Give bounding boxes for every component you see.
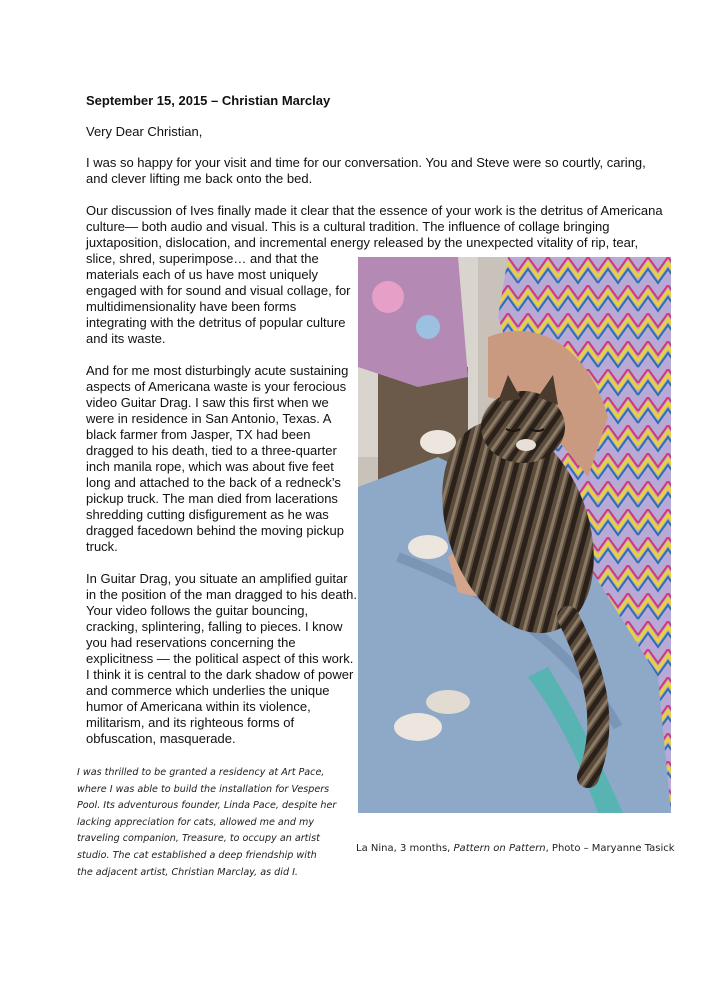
- text-line: you had reservations concerning the: [86, 635, 296, 650]
- text-line: And for me most disturbingly acute sustaining: [86, 363, 349, 378]
- text-line: integrating with the detritus of popular culture: [86, 315, 346, 330]
- caption-credit: , Photo – Maryanne Tasick: [545, 843, 675, 854]
- kitten-photo: [358, 257, 671, 813]
- text-line: slice, shred, superimpose… and that the: [86, 251, 319, 266]
- text-line: I was so happy for your visit and time for our conversation. You and Steve were so courtly, caring,: [86, 155, 646, 170]
- text-line: humor of Americana within its violence,: [86, 699, 311, 714]
- text-line: Your video follows the guitar bouncing,: [86, 603, 309, 618]
- text-line: black farmer from Jasper, TX had been: [86, 427, 311, 442]
- text-line: truck.: [86, 539, 118, 554]
- salutation: Very Dear Christian,: [86, 124, 203, 139]
- text-line: were in residence in San Antonio, Texas. A: [86, 411, 332, 426]
- text-line: militarism, and its righteous forms of: [86, 715, 295, 730]
- text-line: and clever lifting me back onto the bed.: [86, 171, 313, 186]
- text-line: in the position of the man dragged to his death.: [86, 587, 358, 602]
- note-line: studio. The cat established a deep friendship with: [77, 849, 317, 861]
- text-line: dragged facedown behind the moving pickup: [86, 523, 345, 538]
- sidebar-note: [77, 765, 352, 881]
- text-line: video Guitar Drag. I saw this first when we: [86, 395, 329, 410]
- paragraph-1: [86, 155, 646, 187]
- note-line: I was thrilled to be granted a residency at Art Pace,: [77, 767, 325, 778]
- letter-heading: September 15, 2015 – Christian Marclay: [86, 93, 331, 108]
- text-line: and commerce which underlies the unique: [86, 683, 330, 698]
- text-line: inch manila rope, which was about five feet: [86, 459, 334, 474]
- note-line: where I was able to build the installation for Vespers: [77, 783, 330, 795]
- note-line: lacking appreciation for cats, allowed me and my: [77, 816, 315, 828]
- text-line: materials each of us have most uniquely: [86, 267, 318, 282]
- text-line: multidimensionality have been forms: [86, 299, 297, 314]
- text-line: I think it is central to the dark shadow of power: [86, 667, 354, 682]
- paragraph-3: [86, 363, 356, 555]
- text-line: explicitness — the political aspect of this work.: [86, 651, 354, 666]
- text-line: In Guitar Drag, you situate an amplified guitar: [86, 571, 348, 586]
- paragraph-4: [86, 571, 356, 747]
- text-line: engaged with for sound and visual collage, for: [86, 283, 351, 298]
- photo-caption: [356, 842, 675, 856]
- caption-text: La Nina, 3 months,: [356, 843, 454, 854]
- text-line: long and attached to the back of a redneck’s: [86, 475, 341, 490]
- caption-title: Pattern on Pattern: [453, 843, 546, 854]
- text-line: obfuscation, masquerade.: [86, 731, 236, 746]
- note-line: the adjacent artist, Christian Marclay, as did I.: [77, 866, 298, 878]
- text-line: aspects of Americana waste is your ferocious: [86, 379, 347, 394]
- text-line: culture— both audio and visual. This is a cultural tradition. The influence of collage bringing: [86, 219, 610, 234]
- text-line: and its waste.: [86, 331, 166, 346]
- text-line: Our discussion of Ives finally made it clear that the essence of your work is the detritus of Americana: [86, 203, 663, 218]
- note-line: traveling companion, Treasure, to occupy an artist: [77, 833, 320, 845]
- text-line: dragged to his death, tied to a three-quarter: [86, 443, 337, 458]
- text-line: cracking, splintering, falling to pieces. I know: [86, 619, 343, 634]
- text-line: juxtaposition, dislocation, and incremental energy released by the unexpected vitality of rip, tear,: [86, 235, 639, 250]
- text-line: shredding cutting disfigurement as he was: [86, 507, 329, 522]
- note-line: Pool. Its adventurous founder, Linda Pace, despite her: [77, 800, 337, 812]
- text-line: pickup truck. The man died from lacerations: [86, 491, 338, 506]
